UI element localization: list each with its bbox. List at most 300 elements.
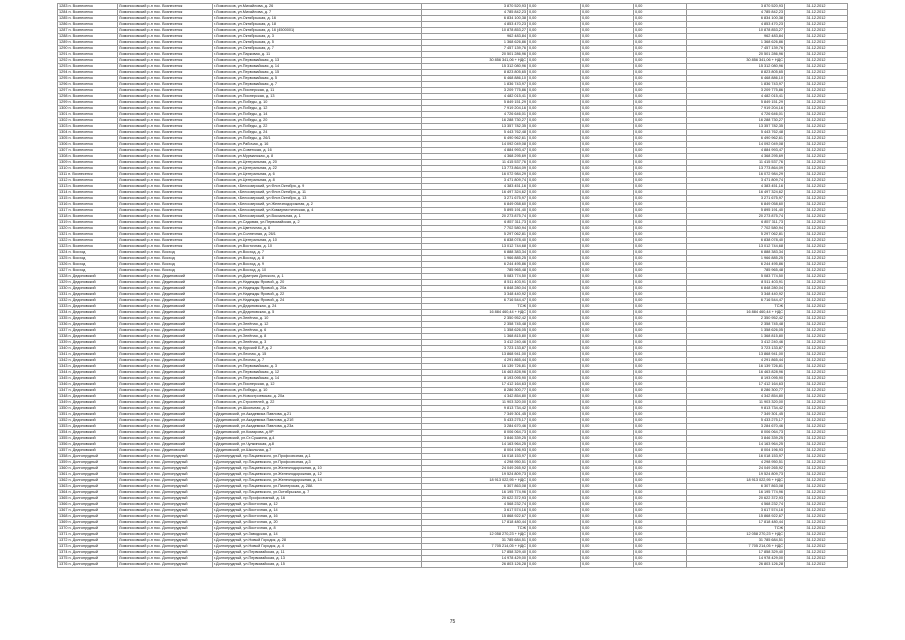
amount-cell: 8 823 805,65	[422, 70, 528, 76]
amount-cell: 1 368 815,80	[422, 334, 528, 340]
value2-cell: 0,00	[581, 466, 634, 472]
district-cell: Ломоносовский р-н пос. Дединовский	[118, 298, 213, 304]
code-cell: 1334 п. Дединовский	[58, 310, 118, 316]
district-cell: Ломоносовский р-н пос. Дединовский	[118, 436, 213, 442]
amount-cell: 7 457 139,76	[422, 46, 528, 52]
value2-cell: 0,00	[581, 40, 634, 46]
district-cell: Ломоносовский р-н пос. Дединовский	[118, 394, 213, 400]
amount-cell: 6 244 495,86	[422, 262, 528, 268]
address-cell: г.Ломоносов, ул.Первомайская, д. 13	[213, 58, 422, 64]
total-cell: 4 383 451,16	[687, 184, 785, 190]
value2-cell: 0,00	[581, 406, 634, 412]
value3-cell: 0,00	[634, 154, 687, 160]
date-cell: 31.12.2012	[785, 394, 848, 400]
address-cell: г.Ломоносов, ул.Восход, д. 9	[213, 262, 422, 268]
amount-cell: 14 092 049,08	[422, 142, 528, 148]
code-cell: 1350 п. Дединовский	[58, 406, 118, 412]
district-cell: Ломоносовский р-н пос. Вознесенск	[118, 232, 213, 238]
date-cell: 31.12.2012	[785, 310, 848, 316]
code-cell: 1333 п. Дединовский	[58, 304, 118, 310]
code-cell: 1330 п. Дединовский	[58, 286, 118, 292]
value3-cell: 0,00	[634, 556, 687, 562]
amount-cell: 3 870 520,93	[422, 4, 528, 10]
value2-cell: 0,00	[581, 514, 634, 520]
date-cell: 31.12.2012	[785, 172, 848, 178]
amount-cell: 1 966 885,25	[422, 256, 528, 262]
value3-cell: 0,00	[634, 562, 687, 568]
address-cell: г.Ломоносов, ул.Октябрьская, д. 3	[213, 34, 422, 40]
code-cell: 1367 п. Долгопрудный	[58, 508, 118, 514]
value2-cell: 0,00	[581, 52, 634, 58]
address-cell: г.Ломоносов, ул.Пионерская, д. 11	[213, 88, 422, 94]
amount-cell: 26 803 126,28	[422, 562, 528, 568]
date-cell: 31.12.2012	[785, 496, 848, 502]
value3-cell: 0,00	[634, 430, 687, 436]
date-cell: 31.12.2012	[785, 286, 848, 292]
amount-cell: 3 723 133,87	[422, 346, 528, 352]
code-cell: 1288 п. Вознесенск	[58, 34, 118, 40]
code-cell: 1335 п. Дединовский	[58, 316, 118, 322]
district-cell: Ломоносовский р-н пос. Долгопрудный	[118, 478, 213, 484]
value1-cell: 0,00	[528, 124, 581, 130]
amount-cell: 6 490 962,61	[422, 136, 528, 142]
value3-cell: 0,00	[634, 28, 687, 34]
value2-cell: 0,00	[581, 286, 634, 292]
amount-cell: 11 415 537,76	[422, 160, 528, 166]
district-cell: Ломоносовский р-н пос. Дединовский	[118, 412, 213, 418]
amount-cell: 16 139 726,81	[422, 364, 528, 370]
value2-cell: 0,00	[581, 250, 634, 256]
value3-cell: 0,00	[634, 454, 687, 460]
district-cell: Ломоносовский р-н пос. Вознесенск	[118, 16, 213, 22]
value1-cell: 0,00	[528, 190, 581, 196]
value1-cell: 0,00	[528, 136, 581, 142]
code-cell: 1305 п. Вознесенск	[58, 136, 118, 142]
total-cell: 6 834 100,38	[687, 16, 785, 22]
total-cell: 10 878 853,27	[687, 28, 785, 34]
district-cell: Ломоносовский р-н пос. Дединовский	[118, 292, 213, 298]
value3-cell: 0,00	[634, 34, 687, 40]
value1-cell: 0,00	[528, 40, 581, 46]
value2-cell: 0,00	[581, 256, 634, 262]
code-cell: 1356 п. Дединовский	[58, 442, 118, 448]
code-cell: 1302 п. Вознесенск	[58, 118, 118, 124]
value2-cell: 0,00	[581, 232, 634, 238]
value1-cell: 0,00	[528, 34, 581, 40]
code-cell: 1359 п. Долгопрудный	[58, 460, 118, 466]
date-cell: 31.12.2012	[785, 424, 848, 430]
value1-cell: 0,00	[528, 364, 581, 370]
date-cell: 31.12.2012	[785, 526, 848, 532]
district-cell: Ломоносовский р-н пос. Дединовский	[118, 418, 213, 424]
value3-cell: 0,00	[634, 394, 687, 400]
value2-cell: 0,00	[581, 412, 634, 418]
value2-cell: 0,00	[581, 550, 634, 556]
total-cell: 4 884 993,47	[687, 148, 785, 154]
date-cell: 31.12.2012	[785, 436, 848, 442]
date-cell: 31.12.2012	[785, 10, 848, 16]
code-cell: 1371 п. Долгопрудный	[58, 532, 118, 538]
district-cell: Ломоносовский р-н пос. Дединовский	[118, 424, 213, 430]
value1-cell: 0,00	[528, 64, 581, 70]
value3-cell: 0,00	[634, 370, 687, 376]
value2-cell: 0,00	[581, 166, 634, 172]
value3-cell: 0,00	[634, 448, 687, 454]
amount-cell: 3 284 670,46	[422, 424, 528, 430]
value3-cell: 0,00	[634, 112, 687, 118]
value1-cell: 0,00	[528, 130, 581, 136]
value1-cell: 0,00	[528, 334, 581, 340]
address-cell: г.Дединовский, ул.Академика Павлова, д.21б	[213, 418, 422, 424]
total-cell: 3 846 339,25	[687, 436, 785, 442]
date-cell: 31.12.2012	[785, 490, 848, 496]
address-cell: г.Ломоносов, ул.Пионерская, д. 13	[213, 94, 422, 100]
date-cell: 31.12.2012	[785, 460, 848, 466]
value1-cell: 0,00	[528, 178, 581, 184]
value2-cell: 0,00	[581, 196, 634, 202]
code-cell: 1296 п. Вознесенск	[58, 82, 118, 88]
district-cell: Ломоносовский р-н пос. Вознесенск	[118, 208, 213, 214]
total-cell: 4 298 950,51	[687, 460, 785, 466]
amount-cell: 3 412 240,46	[422, 340, 528, 346]
code-cell: 1370 п. Долгопрудный	[58, 526, 118, 532]
total-cell: 18 913 022,95 + НДС	[687, 478, 785, 484]
amount-cell: 8 004 196,93	[422, 448, 528, 454]
code-cell: 1342 п. Дединовский	[58, 358, 118, 364]
amount-cell: 4 291 865,44	[422, 358, 528, 364]
amount-cell: 15 868 922,67	[422, 514, 528, 520]
value2-cell: 0,00	[581, 520, 634, 526]
total-cell: 4 342 854,80	[687, 394, 785, 400]
value1-cell: 0,00	[528, 406, 581, 412]
value2-cell: 0,00	[581, 172, 634, 178]
value2-cell: 0,00	[581, 364, 634, 370]
value3-cell: 0,00	[634, 502, 687, 508]
value3-cell: 0,00	[634, 268, 687, 274]
total-cell: 3 723 133,87	[687, 346, 785, 352]
value2-cell: 0,00	[581, 340, 634, 346]
value1-cell: 0,00	[528, 424, 581, 430]
value1-cell: 0,00	[528, 76, 581, 82]
value2-cell: 0,00	[581, 424, 634, 430]
value2-cell: 0,00	[581, 202, 634, 208]
address-cell: г.Ломоносов, ул.Победы, д. 10	[213, 388, 422, 394]
date-cell: 31.12.2012	[785, 364, 848, 370]
date-cell: 31.12.2012	[785, 58, 848, 64]
district-cell: Ломоносовский р-н пос. Долгопрудный	[118, 496, 213, 502]
value2-cell: 0,00	[581, 532, 634, 538]
total-cell: 13 357 782,35	[687, 124, 785, 130]
value3-cell: 0,00	[634, 550, 687, 556]
value2-cell: 0,00	[581, 190, 634, 196]
address-cell: г.Ломоносов, ул.Лесная, д. 7	[213, 358, 422, 364]
value2-cell: 0,00	[581, 544, 634, 550]
value1-cell: 0,00	[528, 280, 581, 286]
total-cell: 3 617 574,16	[687, 508, 785, 514]
amount-cell: 6 838 078,40	[422, 238, 528, 244]
district-cell: Ломоносовский р-н пос. Долгопрудный	[118, 490, 213, 496]
value1-cell: 0,00	[528, 100, 581, 106]
district-cell: Ломоносовский р-н пос. Вознесенск	[118, 190, 213, 196]
district-cell: Ломоносовский р-н пос. Вознесенск	[118, 166, 213, 172]
date-cell: 31.12.2012	[785, 46, 848, 52]
value2-cell: 0,00	[581, 214, 634, 220]
value2-cell: 0,00	[581, 448, 634, 454]
date-cell: 31.12.2012	[785, 484, 848, 490]
district-cell: Ломоносовский р-н пос. Дединовский	[118, 310, 213, 316]
date-cell: 31.12.2012	[785, 562, 848, 568]
date-cell: 31.12.2012	[785, 292, 848, 298]
value2-cell: 0,00	[581, 64, 634, 70]
date-cell: 31.12.2012	[785, 88, 848, 94]
amount-cell: 3 471 809,74	[422, 178, 528, 184]
value2-cell: 0,00	[581, 22, 634, 28]
total-cell: 20 501 286,96	[687, 52, 785, 58]
date-cell: 31.12.2012	[785, 148, 848, 154]
address-cell: г.Долгопрудный, пр.Пацаевского, ул.Профсоюзная, д.3	[213, 460, 422, 466]
value3-cell: 0,00	[634, 298, 687, 304]
value2-cell: 0,00	[581, 88, 634, 94]
address-cell: г.Ломоносов, ул.Первомайская, д. 3	[213, 364, 422, 370]
amount-cell: 8 193 095,90	[422, 376, 528, 382]
value2-cell: 0,00	[581, 262, 634, 268]
district-cell: Ломоносовский р-н пос. Вознесенск	[118, 34, 213, 40]
total-cell: 3 870 520,93	[687, 4, 785, 10]
amount-cell: 5 895 191,40	[422, 208, 528, 214]
value1-cell: 0,00	[528, 154, 581, 160]
value2-cell: 0,00	[581, 478, 634, 484]
district-cell: Ломоносовский р-н пос. Вознесенск	[118, 136, 213, 142]
total-cell: 16 018 153,97	[687, 454, 785, 460]
value3-cell: 0,00	[634, 526, 687, 532]
value2-cell: 0,00	[581, 304, 634, 310]
amount-cell: 14 163 964,25	[422, 442, 528, 448]
date-cell: 31.12.2012	[785, 322, 848, 328]
amount-cell: 13 868 941,00	[422, 352, 528, 358]
code-cell: 1372 п. Долгопрудный	[58, 538, 118, 544]
value3-cell: 0,00	[634, 280, 687, 286]
value3-cell: 0,00	[634, 130, 687, 136]
amount-cell: 1 836 743,97	[422, 82, 528, 88]
code-cell: 1357 п. Дединовский	[58, 448, 118, 454]
code-cell: 1337 п. Дединовский	[58, 328, 118, 334]
total-cell: 2 358 745,48	[687, 322, 785, 328]
value1-cell: 0,00	[528, 166, 581, 172]
address-cell: г.Ломоносов, ул.Октябрьская, д. 5	[213, 40, 422, 46]
value2-cell: 0,00	[581, 244, 634, 250]
address-cell: г.Ломоносов, ул.Надежды Яровой, д. 22	[213, 292, 422, 298]
value1-cell: 0,00	[528, 244, 581, 250]
value2-cell: 0,00	[581, 322, 634, 328]
value1-cell: 0,00	[528, 10, 581, 16]
value3-cell: 0,00	[634, 358, 687, 364]
total-cell: 3 284 670,46	[687, 424, 785, 430]
amount-cell: 12 058 270,23 + НДС	[422, 532, 528, 538]
value2-cell: 0,00	[581, 484, 634, 490]
value1-cell: 0,00	[528, 286, 581, 292]
code-cell: 1323 п. Вознесенск	[58, 244, 118, 250]
address-cell: г.Ломоносов, ул.Первомайская, д. 14	[213, 64, 422, 70]
value2-cell: 0,00	[581, 178, 634, 184]
value2-cell: 0,00	[581, 238, 634, 244]
amount-cell: 20 622 372,93	[422, 496, 528, 502]
amount-cell: 5 849 151,29	[422, 100, 528, 106]
code-cell: 1373 п. Долгопрудный	[58, 544, 118, 550]
address-cell: г.Долгопрудный, ул.Первомайская, д. 15	[213, 562, 422, 568]
district-cell: Ломоносовский р-н пос. Вознесенск	[118, 130, 213, 136]
amount-cell: 1 368 626,86	[422, 40, 528, 46]
value2-cell: 0,00	[581, 538, 634, 544]
address-cell: г.Ломоносов, ул.Дединовская, д. 5	[213, 310, 422, 316]
value2-cell: 0,00	[581, 334, 634, 340]
date-cell: 31.12.2012	[785, 556, 848, 562]
value1-cell: 0,00	[528, 70, 581, 76]
district-cell: Ломоносовский р-н пос. Дединовский	[118, 340, 213, 346]
value3-cell: 0,00	[634, 70, 687, 76]
value3-cell: 0,00	[634, 58, 687, 64]
value3-cell: 0,00	[634, 316, 687, 322]
value1-cell: 0,00	[528, 16, 581, 22]
total-cell: 13 012 744,68	[687, 244, 785, 250]
district-cell: Ломоносовский р-н пос. Вознесенск	[118, 178, 213, 184]
total-cell: 6 490 962,61	[687, 136, 785, 142]
amount-cell: 4 785 842,23	[422, 10, 528, 16]
code-cell: 1347 п. Дединовский	[58, 388, 118, 394]
district-cell: Ломоносовский р-н пос. Дединовский	[118, 358, 213, 364]
total-cell: 13 868 941,00	[687, 352, 785, 358]
amount-cell: 16 497 324,62	[422, 190, 528, 196]
code-cell: 1307 п. Вознесенск	[58, 148, 118, 154]
amount-cell: 6 307 863,08	[422, 484, 528, 490]
district-cell: Ломоносовский р-н пос. Вознесенск	[118, 22, 213, 28]
code-cell: 1353 п. Дединовский	[58, 424, 118, 430]
value3-cell: 0,00	[634, 88, 687, 94]
total-cell: 11 415 537,76	[687, 160, 785, 166]
value2-cell: 0,00	[581, 220, 634, 226]
address-cell: г.Долгопрудный, ул.Восточная, д. 20	[213, 520, 422, 526]
amount-cell: 15 312 080,96	[422, 64, 528, 70]
district-cell: Ломоносовский р-н пос. Вознесенск	[118, 76, 213, 82]
total-cell: 1 966 885,25	[687, 256, 785, 262]
total-cell: 3 471 809,74	[687, 178, 785, 184]
value1-cell: 0,00	[528, 442, 581, 448]
total-cell: 7 919 204,16	[687, 106, 785, 112]
code-cell: 1349 п. Дединовский	[58, 400, 118, 406]
date-cell: 31.12.2012	[785, 466, 848, 472]
code-cell: 1340 п. Дединовский	[58, 346, 118, 352]
value1-cell: 0,00	[528, 322, 581, 328]
address-cell: г.Долгопрудный, ул.Восточная, д. 16	[213, 514, 422, 520]
total-cell: 17 858 329,40	[687, 550, 785, 556]
value2-cell: 0,00	[581, 106, 634, 112]
code-cell: 1312 п. Вознесенск	[58, 178, 118, 184]
code-cell: 1324 п. Восход	[58, 250, 118, 256]
district-cell: Ломоносовский р-н пос. Восход	[118, 268, 213, 274]
amount-cell: 17 818 480,44	[422, 520, 528, 526]
value3-cell: 0,00	[634, 460, 687, 466]
value2-cell: 0,00	[581, 454, 634, 460]
date-cell: 31.12.2012	[785, 472, 848, 478]
amount-cell: 16 884 460,44 + НДС	[422, 310, 528, 316]
code-cell: 1297 п. Вознесенск	[58, 88, 118, 94]
value3-cell: 0,00	[634, 286, 687, 292]
total-cell: 5 083 774,50	[687, 274, 785, 280]
district-cell: Ломоносовский р-н пос. Дединовский	[118, 280, 213, 286]
amount-cell: 11 903 320,00	[422, 400, 528, 406]
total-cell: 1 358 626,05	[687, 328, 785, 334]
total-cell: 14 092 049,08	[687, 142, 785, 148]
value3-cell: 0,00	[634, 514, 687, 520]
value2-cell: 0,00	[581, 292, 634, 298]
amount-cell: 6 857 311,73	[422, 220, 528, 226]
code-cell: 1311 п. Вознесенск	[58, 172, 118, 178]
value1-cell: 0,00	[528, 274, 581, 280]
value1-cell: 0,00	[528, 22, 581, 28]
date-cell: 31.12.2012	[785, 190, 848, 196]
value3-cell: 0,00	[634, 466, 687, 472]
code-cell: 1284 п. Вознесенск	[58, 10, 118, 16]
district-cell: Ломоносовский р-н пос. Вознесенск	[118, 226, 213, 232]
code-cell: 1328 п. Дединовский	[58, 274, 118, 280]
value3-cell: 0,00	[634, 346, 687, 352]
date-cell: 31.12.2012	[785, 232, 848, 238]
district-cell: Ломоносовский р-н пос. Вознесенск	[118, 184, 213, 190]
value1-cell: 0,00	[528, 214, 581, 220]
district-cell: Ломоносовский р-н пос. Вознесенск	[118, 154, 213, 160]
date-cell: 31.12.2012	[785, 268, 848, 274]
value1-cell: 0,00	[528, 508, 581, 514]
value2-cell: 0,00	[581, 382, 634, 388]
value1-cell: 0,00	[528, 328, 581, 334]
date-cell: 31.12.2012	[785, 256, 848, 262]
value3-cell: 0,00	[634, 202, 687, 208]
district-cell: Ломоносовский р-н пос. Долгопрудный	[118, 484, 213, 490]
value2-cell: 0,00	[581, 136, 634, 142]
value2-cell: 0,00	[581, 148, 634, 154]
value3-cell: 0,00	[634, 46, 687, 52]
date-cell: 31.12.2012	[785, 124, 848, 130]
code-cell: 1369 п. Долгопрудный	[58, 520, 118, 526]
value3-cell: 0,00	[634, 178, 687, 184]
date-cell: 31.12.2012	[785, 400, 848, 406]
value1-cell: 0,00	[528, 202, 581, 208]
code-cell: 1327 п. Восход	[58, 268, 118, 274]
address-cell: г.Ломоносов, ул.Восточная, д. 10	[213, 244, 422, 250]
amount-cell: 24 049 265,92	[422, 466, 528, 472]
value3-cell: 0,00	[634, 64, 687, 70]
total-cell: 7 349 301,45	[687, 412, 785, 418]
address-cell: г.Дединовский, ул.Ст.Сушкина, д.4	[213, 436, 422, 442]
value3-cell: 0,00	[634, 4, 687, 10]
code-cell: 1298 п. Вознесенск	[58, 94, 118, 100]
code-cell: 1325 п. Восход	[58, 256, 118, 262]
date-cell: 31.12.2012	[785, 154, 848, 160]
district-cell: Ломоносовский р-н пос. Долгопрудный	[118, 466, 213, 472]
total-cell: 3 412 240,46	[687, 340, 785, 346]
amount-cell: 16 288 730,27	[422, 118, 528, 124]
total-cell: 4 785 842,23	[687, 10, 785, 16]
date-cell: 31.12.2012	[785, 406, 848, 412]
amount-cell: 16 463 828,96	[422, 370, 528, 376]
address-cell: г.Долгопрудный, ул.Первомайская, д. 13	[213, 556, 422, 562]
total-cell: ТСЖ	[687, 526, 785, 532]
date-cell: 31.12.2012	[785, 238, 848, 244]
address-cell: г.Ломоносов, ул.Центральная, д. 10	[213, 238, 422, 244]
code-cell: 1306 п. Вознесенск	[58, 142, 118, 148]
value3-cell: 0,00	[634, 238, 687, 244]
address-cell: г.Ломоносов, ул.Победы, д. 14	[213, 112, 422, 118]
code-cell: 1316 п. Вознесенск	[58, 202, 118, 208]
